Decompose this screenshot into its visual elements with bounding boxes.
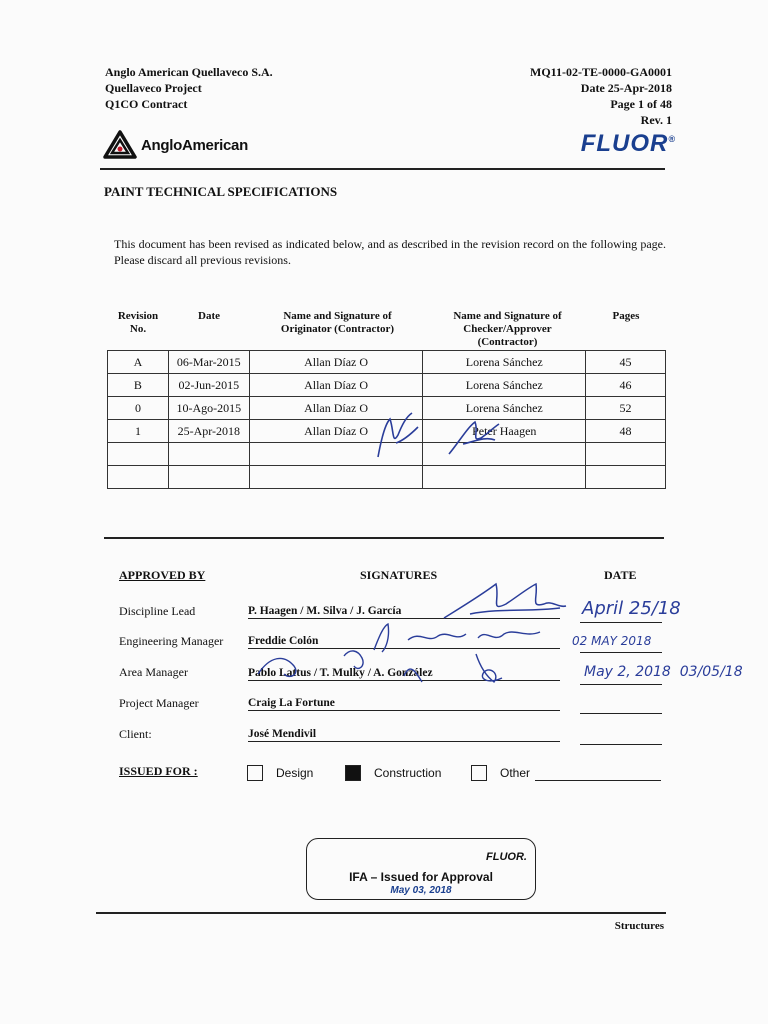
- construction-option-label: Construction: [374, 766, 442, 780]
- cell-pages: 48: [586, 420, 666, 443]
- originator-signature: [368, 405, 428, 465]
- issued-for-label: ISSUED FOR :: [119, 764, 198, 778]
- other-option-label: Other: [500, 766, 531, 780]
- cell-pages: 45: [586, 351, 666, 374]
- cell-date: 10-Ago-2015: [168, 397, 249, 420]
- approver-names: Craig La Fortune: [248, 697, 560, 711]
- cell-pages: [586, 443, 666, 466]
- cell-checker: [423, 466, 586, 489]
- cell-originator: [249, 466, 423, 489]
- company-name: Anglo American Quellaveco S.A.: [105, 65, 273, 79]
- anglo-american-logo: [103, 130, 248, 160]
- date-header: DATE: [604, 568, 637, 582]
- registered-mark: ®: [668, 134, 676, 144]
- document-date: Date 25-Apr-2018: [580, 81, 672, 95]
- area-manager-signatures: [254, 644, 524, 690]
- checker-signature: [445, 414, 505, 459]
- table-row: [108, 374, 666, 397]
- footer-divider: [96, 912, 666, 914]
- document-number: MQ11-02-TE-0000-GA0001: [530, 65, 672, 79]
- section-divider: [104, 537, 664, 539]
- cell-originator: Allan Díaz O: [249, 374, 423, 397]
- footer-discipline: Structures: [614, 920, 664, 932]
- col-header-pages: Pages: [612, 310, 640, 322]
- approver-names: P. Haagen / M. Silva / J. García: [248, 605, 560, 619]
- fluor-wordmark: FLUOR: [580, 130, 669, 157]
- table-row: [108, 351, 666, 374]
- col-header-date: Date: [198, 310, 220, 322]
- approved-by-header: APPROVED BY: [119, 568, 206, 582]
- revision-note: This document has been revised as indicated below, and as described in the revision record on the following page. Please discard all previous revisions.: [114, 237, 666, 267]
- fluor-logo: [581, 130, 676, 158]
- cell-date: [168, 466, 249, 489]
- construction-checkbox[interactable]: [345, 765, 361, 781]
- date-line: [580, 684, 662, 685]
- cell-originator: Allan Díaz O: [249, 351, 423, 374]
- role-label: Discipline Lead: [119, 604, 196, 618]
- cell-checker: Lorena Sánchez: [423, 397, 586, 420]
- stamp-brand: FLUOR.: [486, 851, 527, 863]
- page-number: Page 1 of 48: [610, 97, 672, 111]
- role-label: Area Manager: [119, 665, 188, 679]
- cell-revision: B: [108, 374, 169, 397]
- document-title: PAINT TECHNICAL SPECIFICATIONS: [104, 184, 338, 199]
- date-line: [580, 713, 662, 714]
- handwritten-date: 02 MAY 2018: [572, 634, 652, 648]
- cell-checker: Peter Haagen: [423, 420, 586, 443]
- approver-names: Pablo Lattus / T. Mulky / A. González: [248, 667, 560, 681]
- stamp-date: May 03, 2018: [390, 885, 452, 896]
- cell-checker: Lorena Sánchez: [423, 374, 586, 397]
- stamp-status: IFA – Issued for Approval: [349, 870, 493, 884]
- approval-stamp: [306, 838, 536, 900]
- col-header-originator: Name and Signature of Originator (Contractor): [280, 310, 395, 335]
- project-name: Quellaveco Project: [105, 81, 202, 95]
- date-line: [580, 652, 662, 653]
- contract-name: Q1CO Contract: [105, 97, 188, 111]
- cell-revision: 1: [108, 420, 169, 443]
- approver-names: José Mendivil: [248, 728, 560, 742]
- cell-originator: Allan Díaz O: [249, 420, 423, 443]
- cell-date: 25-Apr-2018: [168, 420, 249, 443]
- handwritten-date: May 2, 2018 03/05/18: [584, 664, 743, 680]
- signatures-header: SIGNATURES: [360, 568, 438, 582]
- approver-names: Freddie Colón: [248, 635, 560, 649]
- cell-revision: A: [108, 351, 169, 374]
- role-label: Client:: [119, 727, 152, 741]
- cell-originator: Allan Díaz O: [249, 397, 423, 420]
- other-text-line: [535, 780, 661, 781]
- cell-revision: [108, 466, 169, 489]
- col-header-checker: Name and Signature of Checker/Approver (Contractor): [453, 310, 562, 348]
- cell-revision: [108, 443, 169, 466]
- other-checkbox[interactable]: [471, 765, 487, 781]
- header-divider: [100, 168, 665, 170]
- company-block: [105, 64, 273, 112]
- role-label: Project Manager: [119, 696, 199, 710]
- cell-pages: [586, 466, 666, 489]
- discipline-lead-signature: [440, 578, 570, 626]
- cell-date: [168, 443, 249, 466]
- cell-date: 06-Mar-2015: [168, 351, 249, 374]
- cell-date: 02-Jun-2015: [168, 374, 249, 397]
- cell-checker: Lorena Sánchez: [423, 351, 586, 374]
- revision: Rev. 1: [640, 113, 672, 127]
- cell-pages: 52: [586, 397, 666, 420]
- col-header-revision: Revision No.: [117, 310, 159, 335]
- role-label: Engineering Manager: [119, 634, 224, 648]
- design-option-label: Design: [276, 766, 314, 780]
- cell-pages: 46: [586, 374, 666, 397]
- cell-revision: 0: [108, 397, 169, 420]
- design-checkbox[interactable]: [247, 765, 263, 781]
- anglo-american-emblem-icon: [103, 130, 137, 160]
- date-line: [580, 622, 662, 623]
- handwritten-date: April 25/18: [582, 598, 681, 619]
- date-line: [580, 744, 662, 745]
- table-row: [108, 466, 666, 489]
- document-info: [530, 64, 672, 128]
- anglo-american-wordmark: AngloAmerican: [141, 136, 248, 154]
